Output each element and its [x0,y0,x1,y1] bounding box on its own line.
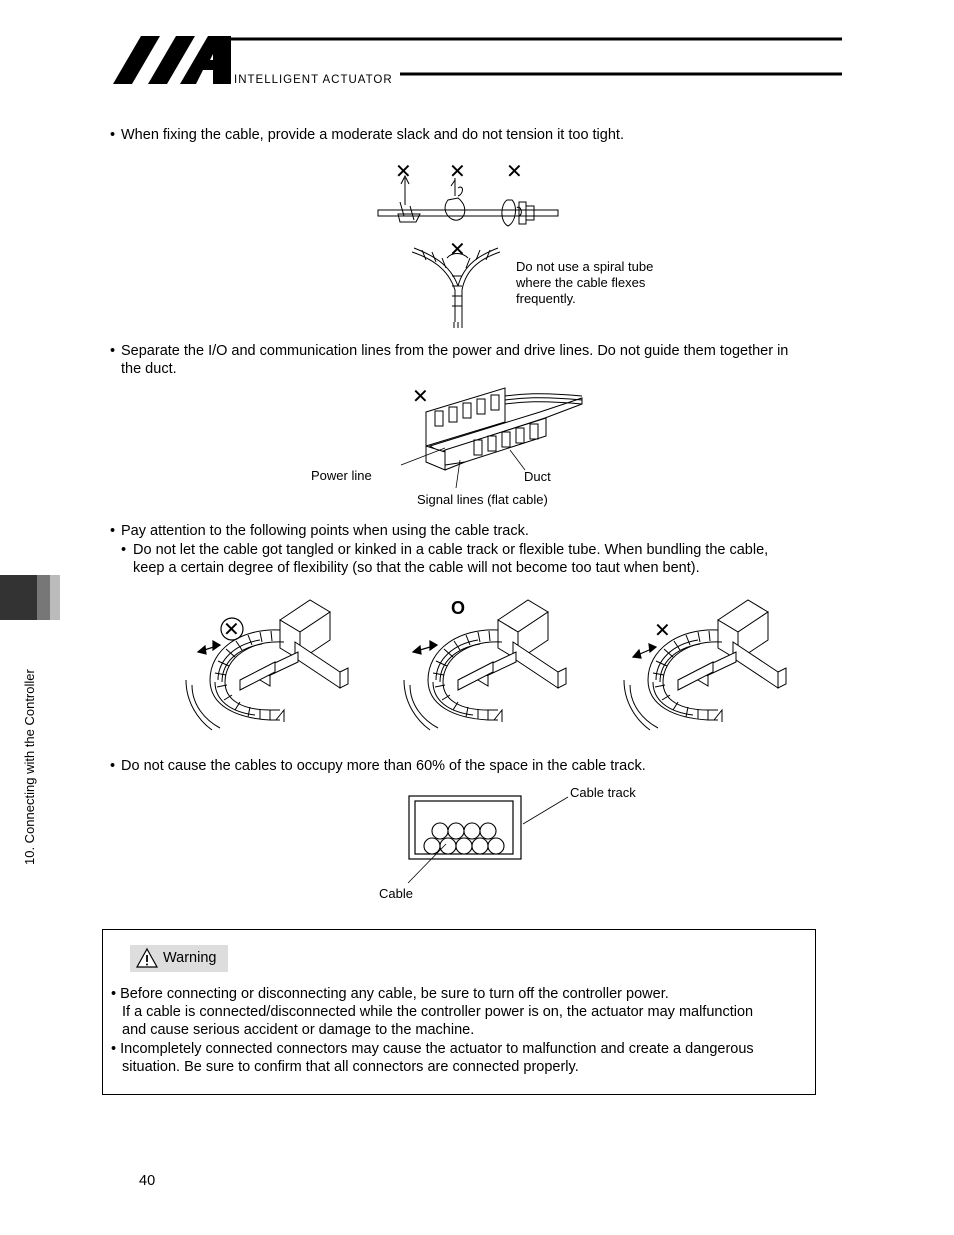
track-text: Pay attention to the following points when using the cable track. [121,523,529,539]
ng-mark-5: ✕ [412,386,429,408]
bullet-dot: • [111,986,117,1002]
page-number: 40 [139,1173,156,1189]
warning-label [130,945,228,972]
bullet-dot: • [110,758,116,774]
chapter-tab-dark [0,575,37,620]
bullet-dot: • [110,523,116,539]
spiral-note-line1: Do not use a spiral tube [516,259,654,274]
track-sub-line1: Do not let the cable got tangled or kinked in a cable track or flexible tube. When bundling the cable, [133,542,769,558]
chapter-side-label: 10. Connecting with the Controller [22,669,37,865]
bullet-dot: • [121,542,127,558]
label-cable-track: Cable track [570,785,636,800]
separate-text-line1: Separate the I/O and communication lines from the power and drive lines. Do not guide them together in [121,343,789,359]
warning-item1-line3: and cause serious accident or damage to the machine. [122,1022,475,1038]
bullet-dot: • [110,127,116,143]
ng-mark-3: ✕ [506,161,523,183]
ng-mark-6: ✕ [223,619,240,641]
label-cable: Cable [379,886,413,901]
ng-mark-1: ✕ [395,161,412,183]
warning-item2-line2: situation. Be sure to confirm that all connectors are connected properly. [122,1059,579,1075]
ng-mark-2: ✕ [449,161,466,183]
ok-mark: O [451,598,466,618]
ng-mark-4: ✕ [449,239,466,261]
warning-item1-line2: If a cable is connected/disconnected while the controller power is on, the actuator may malfunction [122,1004,754,1020]
warning-item1-line1: Before connecting or disconnecting any cable, be sure to turn off the controller power. [120,986,669,1002]
occupy-text: Do not cause the cables to occupy more than 60% of the space in the cable track. [121,758,646,774]
bullet-dot: • [110,343,116,359]
warning-item2-line1: Incompletely connected connectors may cause the actuator to malfunction and create a dangerous [120,1041,754,1057]
spiral-note-line3: frequently. [516,291,576,306]
chapter-tab-mid [37,575,50,620]
warning-item-2 [111,1040,811,1058]
chapter-tab-light [50,575,60,620]
label-signal-lines: Signal lines (flat cable) [417,492,548,507]
brand-text: INTELLIGENT ACTUATOR [234,74,393,86]
spiral-note-line2: where the cable flexes [516,275,646,290]
warning-triangle-icon [135,947,159,969]
slack-text: When fixing the cable, provide a moderate slack and do not tension it too tight. [121,127,624,143]
warning-title: Warning [163,950,217,966]
label-duct: Duct [524,469,551,484]
separate-text-line2: the duct. [121,361,177,377]
warning-item-1 [111,985,811,1003]
bullet-dot: • [111,1041,117,1057]
ng-mark-7: ✕ [654,620,671,642]
label-power-line: Power line [311,468,372,483]
track-sub-line2: keep a certain degree of flexibility (so that the cable will not become too taut when bent). [133,560,700,576]
warning-box [102,929,816,1095]
